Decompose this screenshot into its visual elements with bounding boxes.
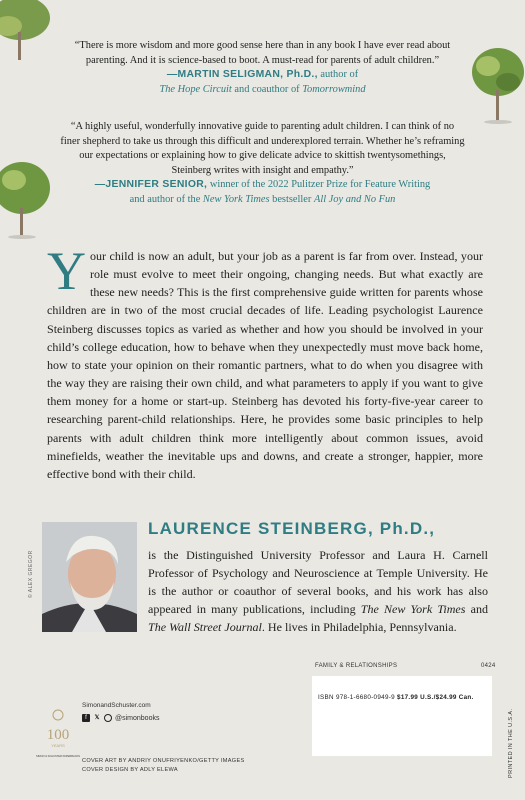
- social-links: [82, 714, 159, 722]
- description-text: our child is now an adult, but your job as a parent is far from over. Instead, your role must evolve to meet their ongoing, changing needs. But what exactly are these new needs? This is the first comprehensive guide written for parents whose children are in two of the most crucial decades of life. Leading psychologist Laurence Steinberg discusses topics as varied as whether and how you should be involved in your child’s college education, how to behave when they unexpectedly must move back home, how to state your opinion on their romantic partners, what to do when you disagree with the way they are raising their own child, and what parameters to apply if you want to give them money for a home or start-up. Steinberg has devoted his forty-five-year career to researching parent-child relationships. Here, he provides some basic principles to help parents with adult children think more intelligently about common issues, avoid minefields, weather the inevitable ups and downs, and create a stronger, happier, more effective bond with their child.: [47, 249, 483, 481]
- quote-text: “There is more wisdom and more good sense here than in any book I have ever read about parenting. And it is science-based to boot. A must-read for parents of adult children.”: [74, 40, 451, 66]
- tree-top-right-illustration: [462, 40, 525, 125]
- endorser-name: —MARTIN SELIGMAN, Ph.D.,: [166, 69, 318, 81]
- tree-left-illustration: [0, 160, 52, 240]
- endorser-name: —JENNIFER SENIOR,: [94, 179, 208, 191]
- cover-credits: [82, 757, 245, 775]
- photo-credit: © ALEX GREGOR: [28, 550, 34, 598]
- isbn-price: ISBN 978-1-6680-0949-9 $17.99 U.S./$24.99 Can.: [318, 694, 474, 701]
- quote-attribution-line2: The Hope Circuit and coauthor of Tomorrowmind: [159, 83, 366, 95]
- barcode-box: [312, 676, 492, 756]
- cover-art-credit: COVER ART BY ANDRIY ONUFRIYENKO/GETTY IMAGES: [82, 758, 245, 764]
- quote-attribution-line2: and author of the New York Times bestseller All Joy and No Fun: [129, 193, 396, 205]
- author-photo: [42, 522, 137, 632]
- facebook-icon: f: [82, 714, 90, 722]
- cover-design-credit: COVER DESIGN BY ADLY ELEWA: [82, 767, 178, 773]
- printed-in: PRINTED IN THE U.S.A.: [508, 708, 514, 778]
- quote-attribution: —MARTIN SELIGMAN, Ph.D., author of: [166, 69, 359, 81]
- instagram-icon: [104, 714, 112, 722]
- publisher-url: SimonandSchuster.com: [82, 702, 151, 709]
- book-description: [47, 241, 483, 483]
- logo-number: 100: [46, 727, 70, 743]
- author-name-heading: LAURENCE STEINBERG, Ph.D.,: [148, 519, 436, 538]
- logo-years: YEARS: [51, 743, 65, 748]
- simon-schuster-100-years-logo: [35, 705, 81, 775]
- endorsement-quote-2: [60, 120, 465, 208]
- social-handle: @simonbooks: [115, 714, 160, 722]
- drop-cap: Y: [47, 241, 86, 301]
- quote-attribution: —JENNIFER SENIOR, winner of the 2022 Pulitzer Prize for Feature Writing: [94, 179, 431, 191]
- quote-text: “A highly useful, wonderfully innovative guide to parenting adult children. I can think of no finer shepherd to take us through this difficult and underexplored terrain. Whether he’s reframing our expectations or explaining how to give delicate advice to skittish twentysomethings, Steinberg writes with insight and empathy.”: [60, 121, 465, 176]
- product-code: 0424: [481, 663, 496, 669]
- logo-brand: SIMON & SCHUSTER PAPERBACKS: [35, 755, 81, 758]
- author-bio: is the Distinguished University Professor and Laura H. Carnell Professor of Psychology and Neuroscience at Temple University. He is the author or coauthor of several books, and his work has also appeared in many publications, including The New York Times and The Wall Street Journal. He lives in Philadelphia, Pennsylvania.: [148, 548, 488, 634]
- x-icon: 𝕏: [94, 715, 100, 721]
- author-portrait-illustration: [42, 522, 137, 632]
- book-category: FAMILY & RELATIONSHIPS: [315, 663, 398, 669]
- tree-top-left-illustration: [0, 0, 60, 70]
- endorsement-quote-1: [60, 39, 465, 97]
